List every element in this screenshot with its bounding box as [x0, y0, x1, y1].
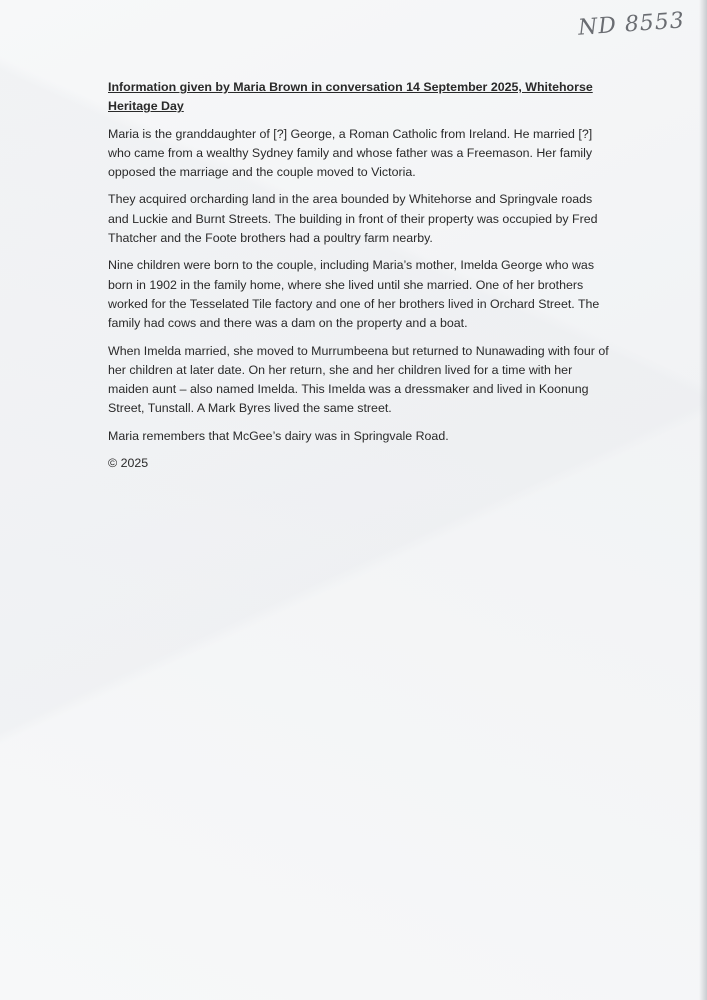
document-heading: Information given by Maria Brown in conversation 14 September 2025, Whitehorse Heritage Day	[108, 80, 593, 114]
copyright-notice: © 2025	[108, 456, 149, 471]
document-body	[108, 78, 613, 473]
paragraph-4: When Imelda married, she moved to Murrumbeena but returned to Nunawading with four of her children at later date. On her return, she and her children lived for a time with her maiden aunt – also named Imelda. This Imelda was a dressmaker and lived in Koonung Street, Tunstall. A Mark Byres lived the same street.	[108, 343, 609, 416]
handwritten-accession-number: ND 8553	[577, 8, 686, 41]
page-edge-shadow	[699, 0, 707, 1000]
paragraph-3: Nine children were born to the couple, including Maria’s mother, Imelda George who was born in 1902 in the family home, where she lived until she married. One of her brothers worked for the Tesselated Tile factory and one of her brothers lived in Orchard Street. The family had cows and there was a dam on the property and a boat.	[108, 258, 600, 331]
paragraph-2: They acquired orcharding land in the area bounded by Whitehorse and Springvale roads and Luckie and Burnt Streets. The building in front of their property was occupied by Fred Thatcher and the Foote brothers had a poultry farm nearby.	[108, 192, 598, 246]
paragraph-5: Maria remembers that McGee’s dairy was in Springvale Road.	[108, 428, 449, 443]
paragraph-1: Maria is the granddaughter of [?] George, a Roman Catholic from Ireland. He married [?] who came from a wealthy Sydney family and whose father was a Freemason. Her family opposed the marriage and the couple moved to Victoria.	[108, 126, 593, 180]
